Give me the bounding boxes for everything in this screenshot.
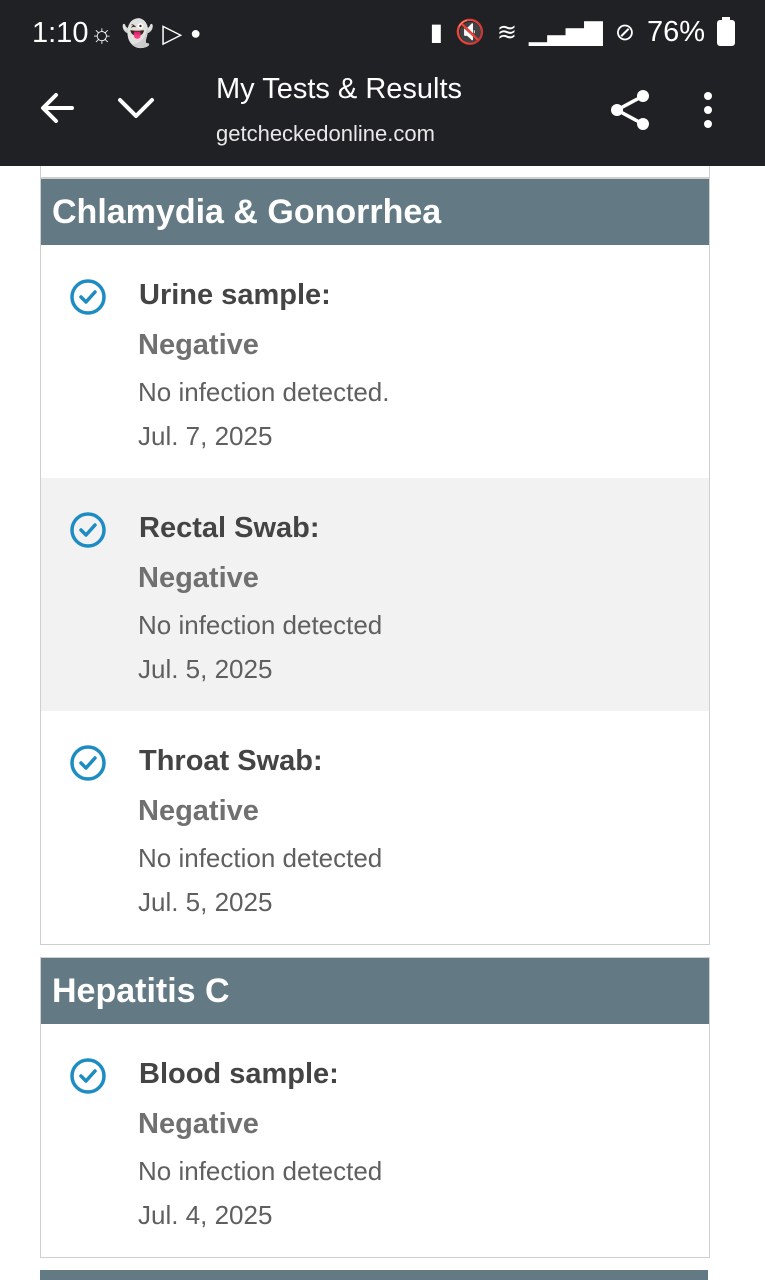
dot-icon: ● [190,23,202,43]
test-label: Urine sample: [139,279,331,311]
test-description: No infection detected [138,1156,383,1186]
share-icon[interactable] [606,86,654,134]
test-date: Jul. 7, 2025 [138,421,273,451]
section-title: Hepatitis C [41,958,709,1024]
test-label: Rectal Swab: [139,512,320,544]
results-section-chlamydia-gonorrhea [40,178,710,945]
signal-icon: ▁▃▅▇ [529,19,603,46]
test-date: Jul. 4, 2025 [138,1200,273,1230]
check-circle-icon [68,277,108,317]
test-date: Jul. 5, 2025 [138,887,273,917]
test-description: No infection detected. [138,377,390,407]
battery-saver-icon: ▮ [429,19,444,46]
test-label: Throat Swab: [139,745,323,777]
play-store-icon: ▷ [162,18,183,48]
status-notification-icons [90,18,201,48]
battery-icon [717,20,735,46]
result-item [41,478,709,711]
snapchat-icon: 👻 [121,18,155,48]
check-circle-icon [68,510,108,550]
result-item [41,245,709,478]
status-time: 1:10 [32,17,89,49]
result-item [41,1024,709,1257]
test-description: No infection detected [138,843,383,873]
test-description: No infection detected [138,610,383,640]
next-section-header-edge [40,1270,708,1280]
page-title: My Tests & Results [216,73,463,105]
check-circle-icon [68,743,108,783]
test-result: Negative [138,329,259,361]
test-result: Negative [138,795,259,827]
more-options-icon[interactable] [694,88,722,132]
battery-percentage: 76% [646,16,705,48]
results-section-hepatitis-c [40,957,710,1258]
test-result: Negative [138,562,259,594]
do-not-disturb-icon: ⊘ [614,19,635,46]
chevron-down-icon[interactable] [114,86,158,130]
test-label: Blood sample: [139,1058,339,1090]
result-item [41,711,709,944]
test-date: Jul. 5, 2025 [138,654,273,684]
status-system-icons [430,16,735,49]
page-url: getcheckedonline.com [216,121,435,146]
check-circle-icon [68,1056,108,1096]
wifi-icon: ≋ [496,19,518,46]
app-top-bar [0,0,765,166]
brightness-icon: ☼ [90,18,114,48]
previous-card-edge [40,166,710,178]
section-title: Chlamydia & Gonorrhea [41,179,709,245]
mute-icon: 🔇 [455,19,485,46]
back-arrow-icon[interactable] [36,86,80,130]
test-result: Negative [138,1108,259,1140]
